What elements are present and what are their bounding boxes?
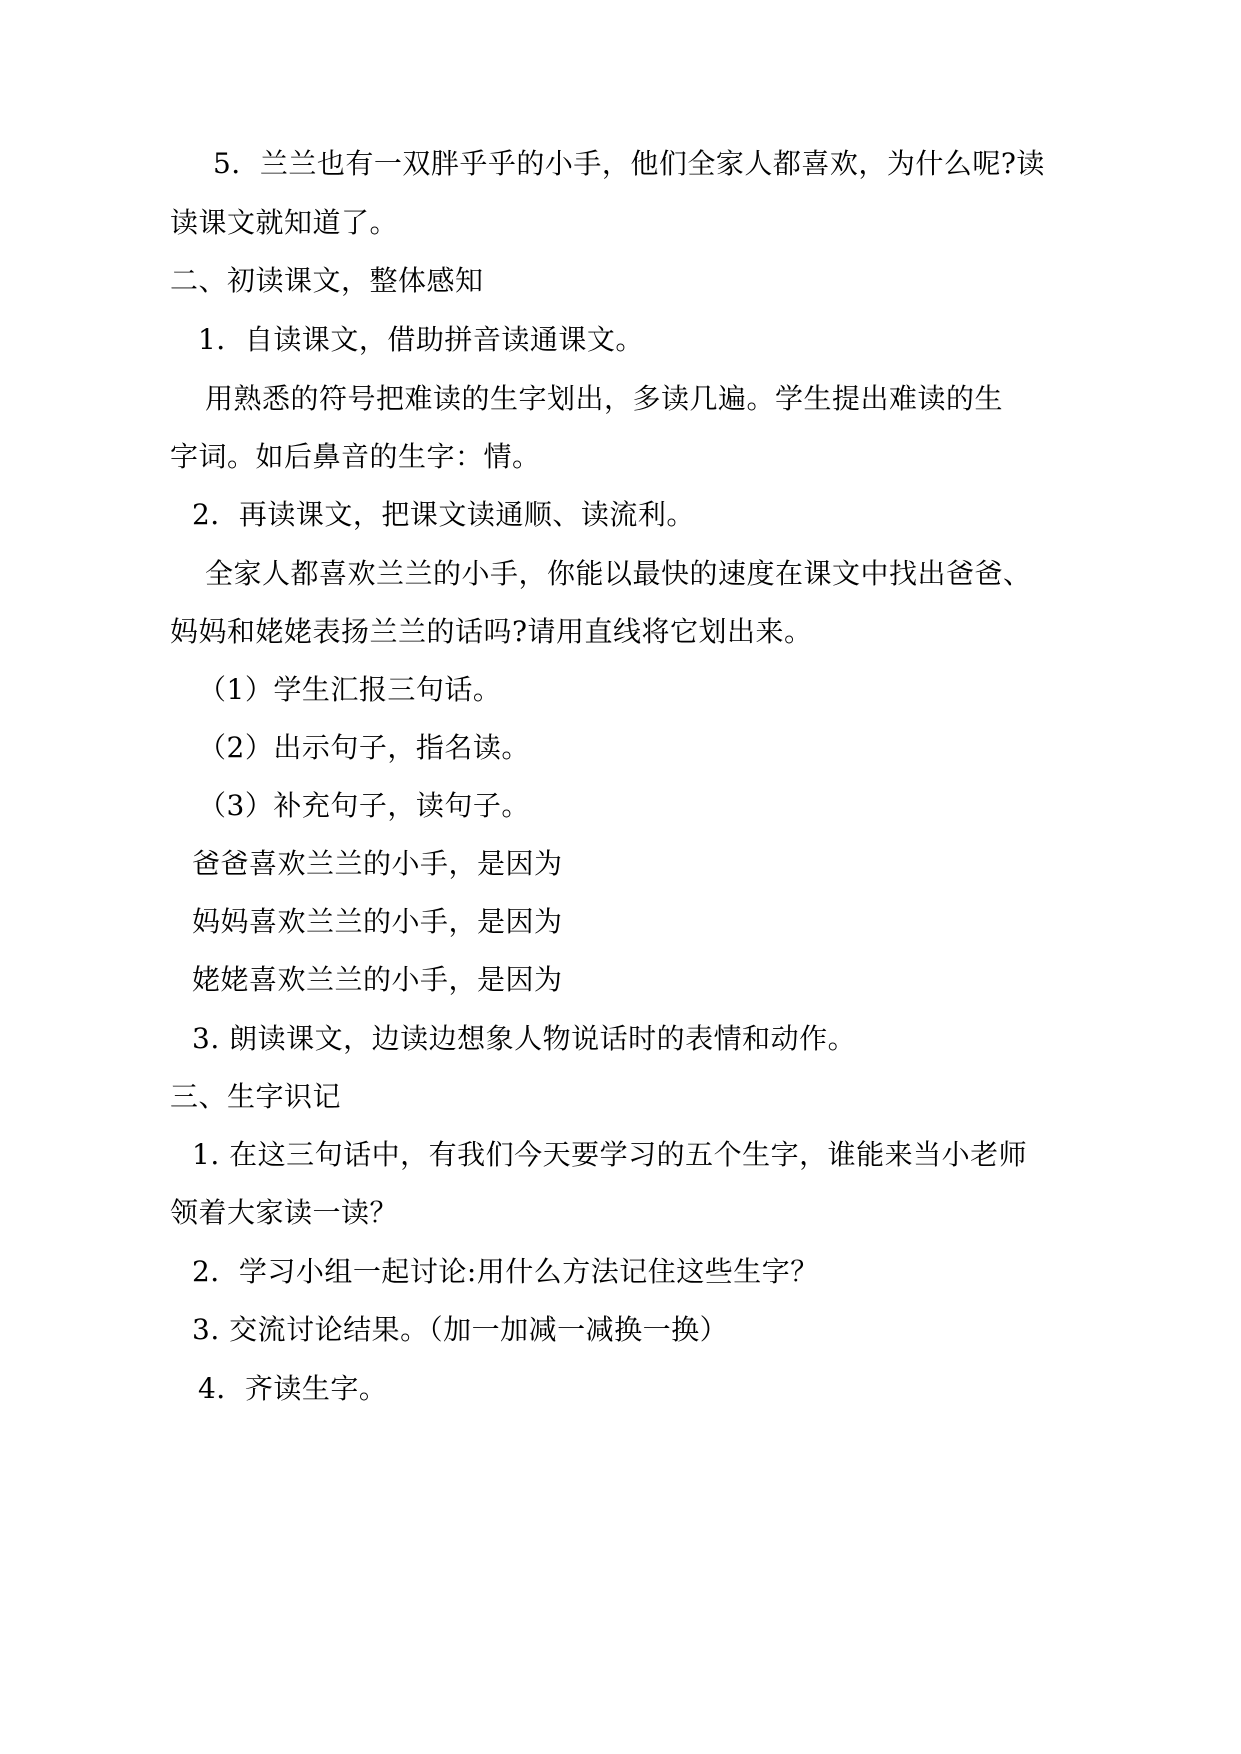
paragraph-line: 1．自读课文，借助拼音读通课文。 [198,323,644,356]
paragraph-line: 爸爸喜欢兰兰的小手，是因为 [192,847,563,880]
paragraph-line: 2．学习小组一起讨论:用什么方法记住这些生字？ [192,1255,819,1288]
paragraph-line: 姥姥喜欢兰兰的小手，是因为 [192,963,563,996]
paragraph-line: 2．再读课文，把课文读通顺、读流利。 [192,498,695,531]
paragraph-line: （2）出示句子，指名读。 [198,731,530,764]
paragraph-line: 用熟悉的符号把难读的生字划出，多读几遍。学生提出难读的生 [205,382,1004,415]
paragraph-line: 妈妈喜欢兰兰的小手，是因为 [192,905,563,938]
section-heading: 三、生字识记 [170,1080,342,1113]
paragraph-line: 4．齐读生字。 [198,1372,388,1405]
paragraph-line: 字词。如后鼻音的生字：情。 [170,440,541,473]
paragraph-line: 5．兰兰也有一双胖乎乎的小手，他们全家人都喜欢，为什么呢?读 [213,147,1045,180]
paragraph-line: （3）补充句子，读句子。 [198,789,530,822]
paragraph-line: 3. 朗读课文，边读边想象人物说话时的表情和动作。 [192,1022,857,1055]
paragraph-line: 妈妈和姥姥表扬兰兰的话吗?请用直线将它划出来。 [170,615,813,648]
paragraph-line: 读课文就知道了。 [170,206,399,239]
paragraph-line: 1. 在这三句话中，有我们今天要学习的五个生字，谁能来当小老师 [192,1138,1028,1171]
paragraph-line: 3. 交流讨论结果。（加一加减一减换一换） [192,1313,729,1346]
paragraph-line: 全家人都喜欢兰兰的小手，你能以最快的速度在课文中找出爸爸、 [205,557,1032,590]
section-heading: 二、初读课文，整体感知 [170,264,484,297]
paragraph-line: 领着大家读一读？ [170,1196,399,1229]
paragraph-line: （1）学生汇报三句话。 [198,673,502,706]
